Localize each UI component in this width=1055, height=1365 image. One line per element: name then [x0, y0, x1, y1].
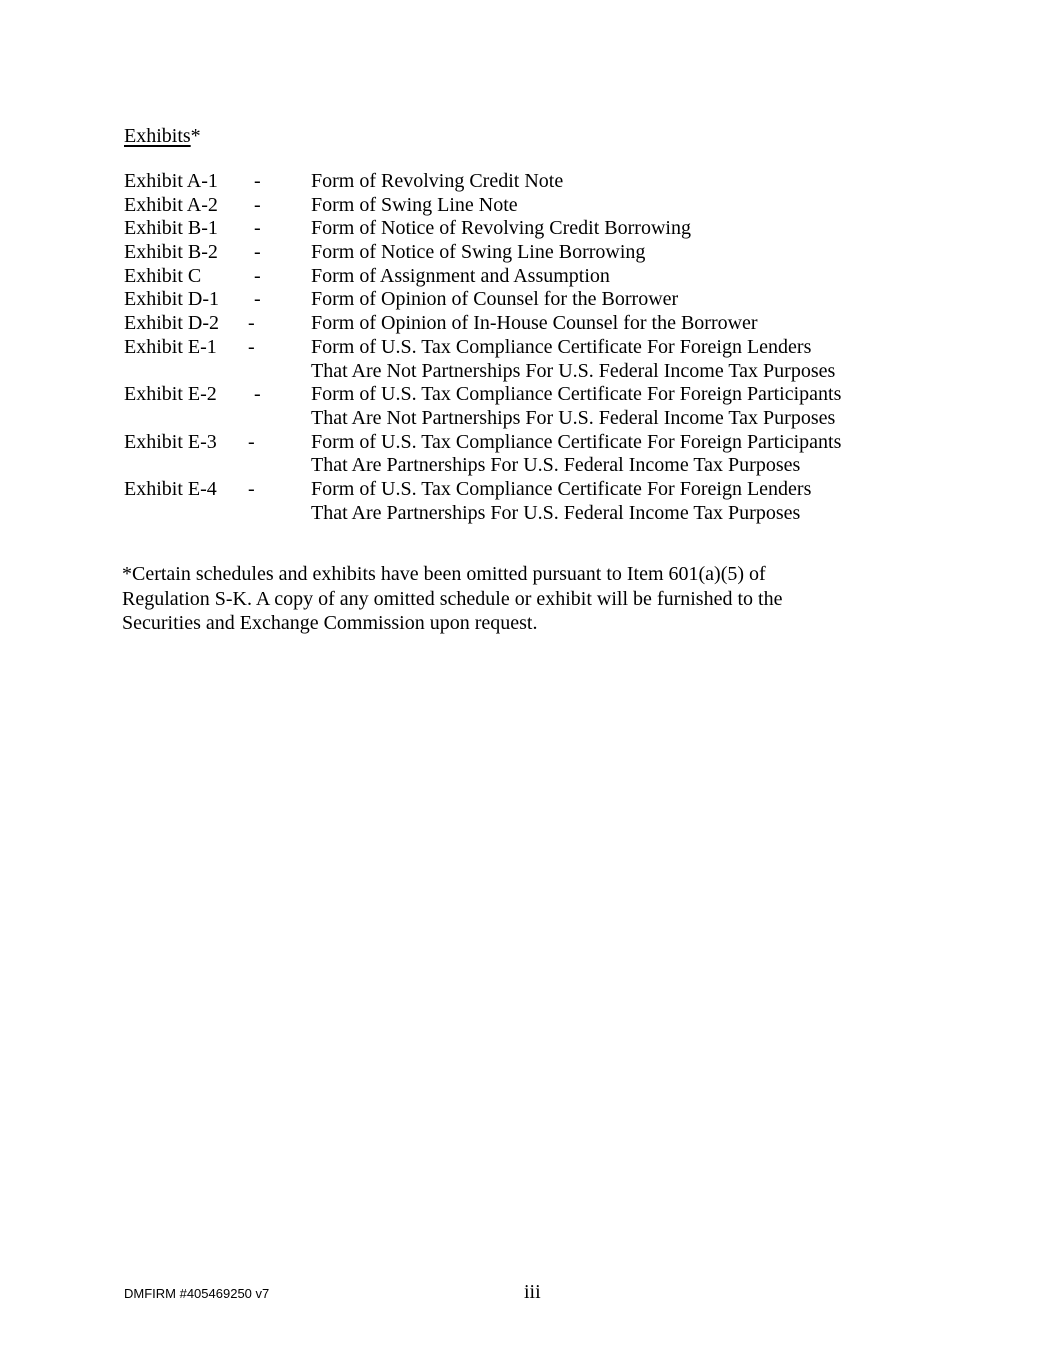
exhibit-description-line: Form of U.S. Tax Compliance Certificate For Foreign Participants	[311, 430, 842, 453]
exhibit-dash: -	[254, 170, 261, 192]
exhibit-label: Exhibit E-4	[124, 477, 217, 500]
exhibit-description-line: That Are Partnerships For U.S. Federal Income Tax Purposes	[311, 501, 801, 524]
exhibit-label: Exhibit B-1	[124, 217, 218, 240]
exhibit-row	[124, 336, 924, 383]
page-number: iii	[524, 1281, 541, 1303]
exhibit-label: Exhibit B-2	[124, 241, 218, 264]
exhibits-heading	[124, 124, 201, 148]
exhibit-dash: -	[254, 383, 261, 406]
footnote-line: Regulation S-K. A copy of any omitted schedule or exhibit will be furnished to the	[122, 587, 783, 610]
exhibit-description-line: Form of Revolving Credit Note	[311, 170, 564, 192]
exhibit-description-line: Form of Notice of Swing Line Borrowing	[311, 241, 646, 264]
exhibit-row	[124, 265, 924, 289]
exhibit-description-line: Form of U.S. Tax Compliance Certificate For Foreign Lenders	[311, 335, 812, 358]
exhibit-label: Exhibit D-1	[124, 288, 219, 311]
exhibit-row	[124, 241, 924, 265]
footer-document-id: DMFIRM #405469250 v7	[124, 1286, 270, 1301]
exhibit-dash: -	[254, 288, 261, 311]
exhibit-dash: -	[248, 312, 255, 335]
exhibit-description	[311, 170, 924, 194]
exhibit-label: Exhibit D-2	[124, 312, 219, 335]
exhibit-description	[311, 383, 924, 430]
exhibit-label: Exhibit E-2	[124, 383, 217, 406]
exhibit-description-line: That Are Not Partnerships For U.S. Federal Income Tax Purposes	[311, 359, 836, 382]
exhibit-dash: -	[254, 241, 261, 264]
exhibit-label: Exhibit A-1	[124, 170, 218, 192]
exhibit-row	[124, 312, 924, 336]
exhibits-heading-marker: *	[190, 125, 201, 147]
footnote-line: *Certain schedules and exhibits have been omitted pursuant to Item 601(a)(5) of	[122, 563, 766, 585]
exhibit-row	[124, 383, 924, 430]
exhibit-dash: -	[254, 193, 261, 216]
exhibit-description	[311, 312, 924, 336]
exhibit-row	[124, 170, 924, 194]
exhibit-row	[124, 194, 924, 218]
exhibit-label: Exhibit E-3	[124, 430, 217, 453]
exhibit-description	[311, 194, 924, 218]
footnote	[122, 562, 882, 636]
exhibit-dash: -	[248, 335, 255, 358]
exhibit-description	[311, 265, 924, 289]
exhibit-row	[124, 478, 924, 525]
exhibit-description-line: That Are Partnerships For U.S. Federal Income Tax Purposes	[311, 454, 801, 477]
exhibit-dash: -	[248, 430, 255, 453]
exhibit-description	[311, 478, 924, 525]
exhibit-label: Exhibit A-2	[124, 193, 218, 216]
exhibit-description-line: Form of Notice of Revolving Credit Borrowing	[311, 217, 691, 240]
exhibit-dash: -	[248, 477, 255, 500]
exhibit-row	[124, 431, 924, 478]
exhibit-description	[311, 241, 924, 265]
exhibit-label: Exhibit C	[124, 264, 202, 287]
exhibit-description-line: Form of Opinion of Counsel for the Borrower	[311, 288, 679, 311]
exhibit-description-line: Form of U.S. Tax Compliance Certificate For Foreign Lenders	[311, 477, 812, 500]
exhibit-description-line: That Are Not Partnerships For U.S. Federal Income Tax Purposes	[311, 406, 836, 429]
exhibit-dash: -	[254, 217, 261, 240]
footnote-line: Securities and Exchange Commission upon request.	[122, 612, 538, 634]
exhibit-row	[124, 288, 924, 312]
exhibit-dash: -	[254, 264, 261, 287]
exhibit-description-line: Form of U.S. Tax Compliance Certificate For Foreign Participants	[311, 383, 842, 406]
exhibit-description-line: Form of Assignment and Assumption	[311, 264, 610, 287]
exhibit-label: Exhibit E-1	[124, 335, 217, 358]
exhibit-list	[124, 170, 924, 525]
exhibits-heading-title: Exhibits	[124, 125, 191, 147]
exhibit-row	[124, 217, 924, 241]
exhibit-description-line: Form of Opinion of In-House Counsel for the Borrower	[311, 312, 758, 335]
exhibit-description	[311, 288, 924, 312]
exhibit-description	[311, 336, 924, 383]
exhibit-description-line: Form of Swing Line Note	[311, 193, 518, 216]
exhibit-description	[311, 431, 924, 478]
exhibit-description	[311, 217, 924, 241]
